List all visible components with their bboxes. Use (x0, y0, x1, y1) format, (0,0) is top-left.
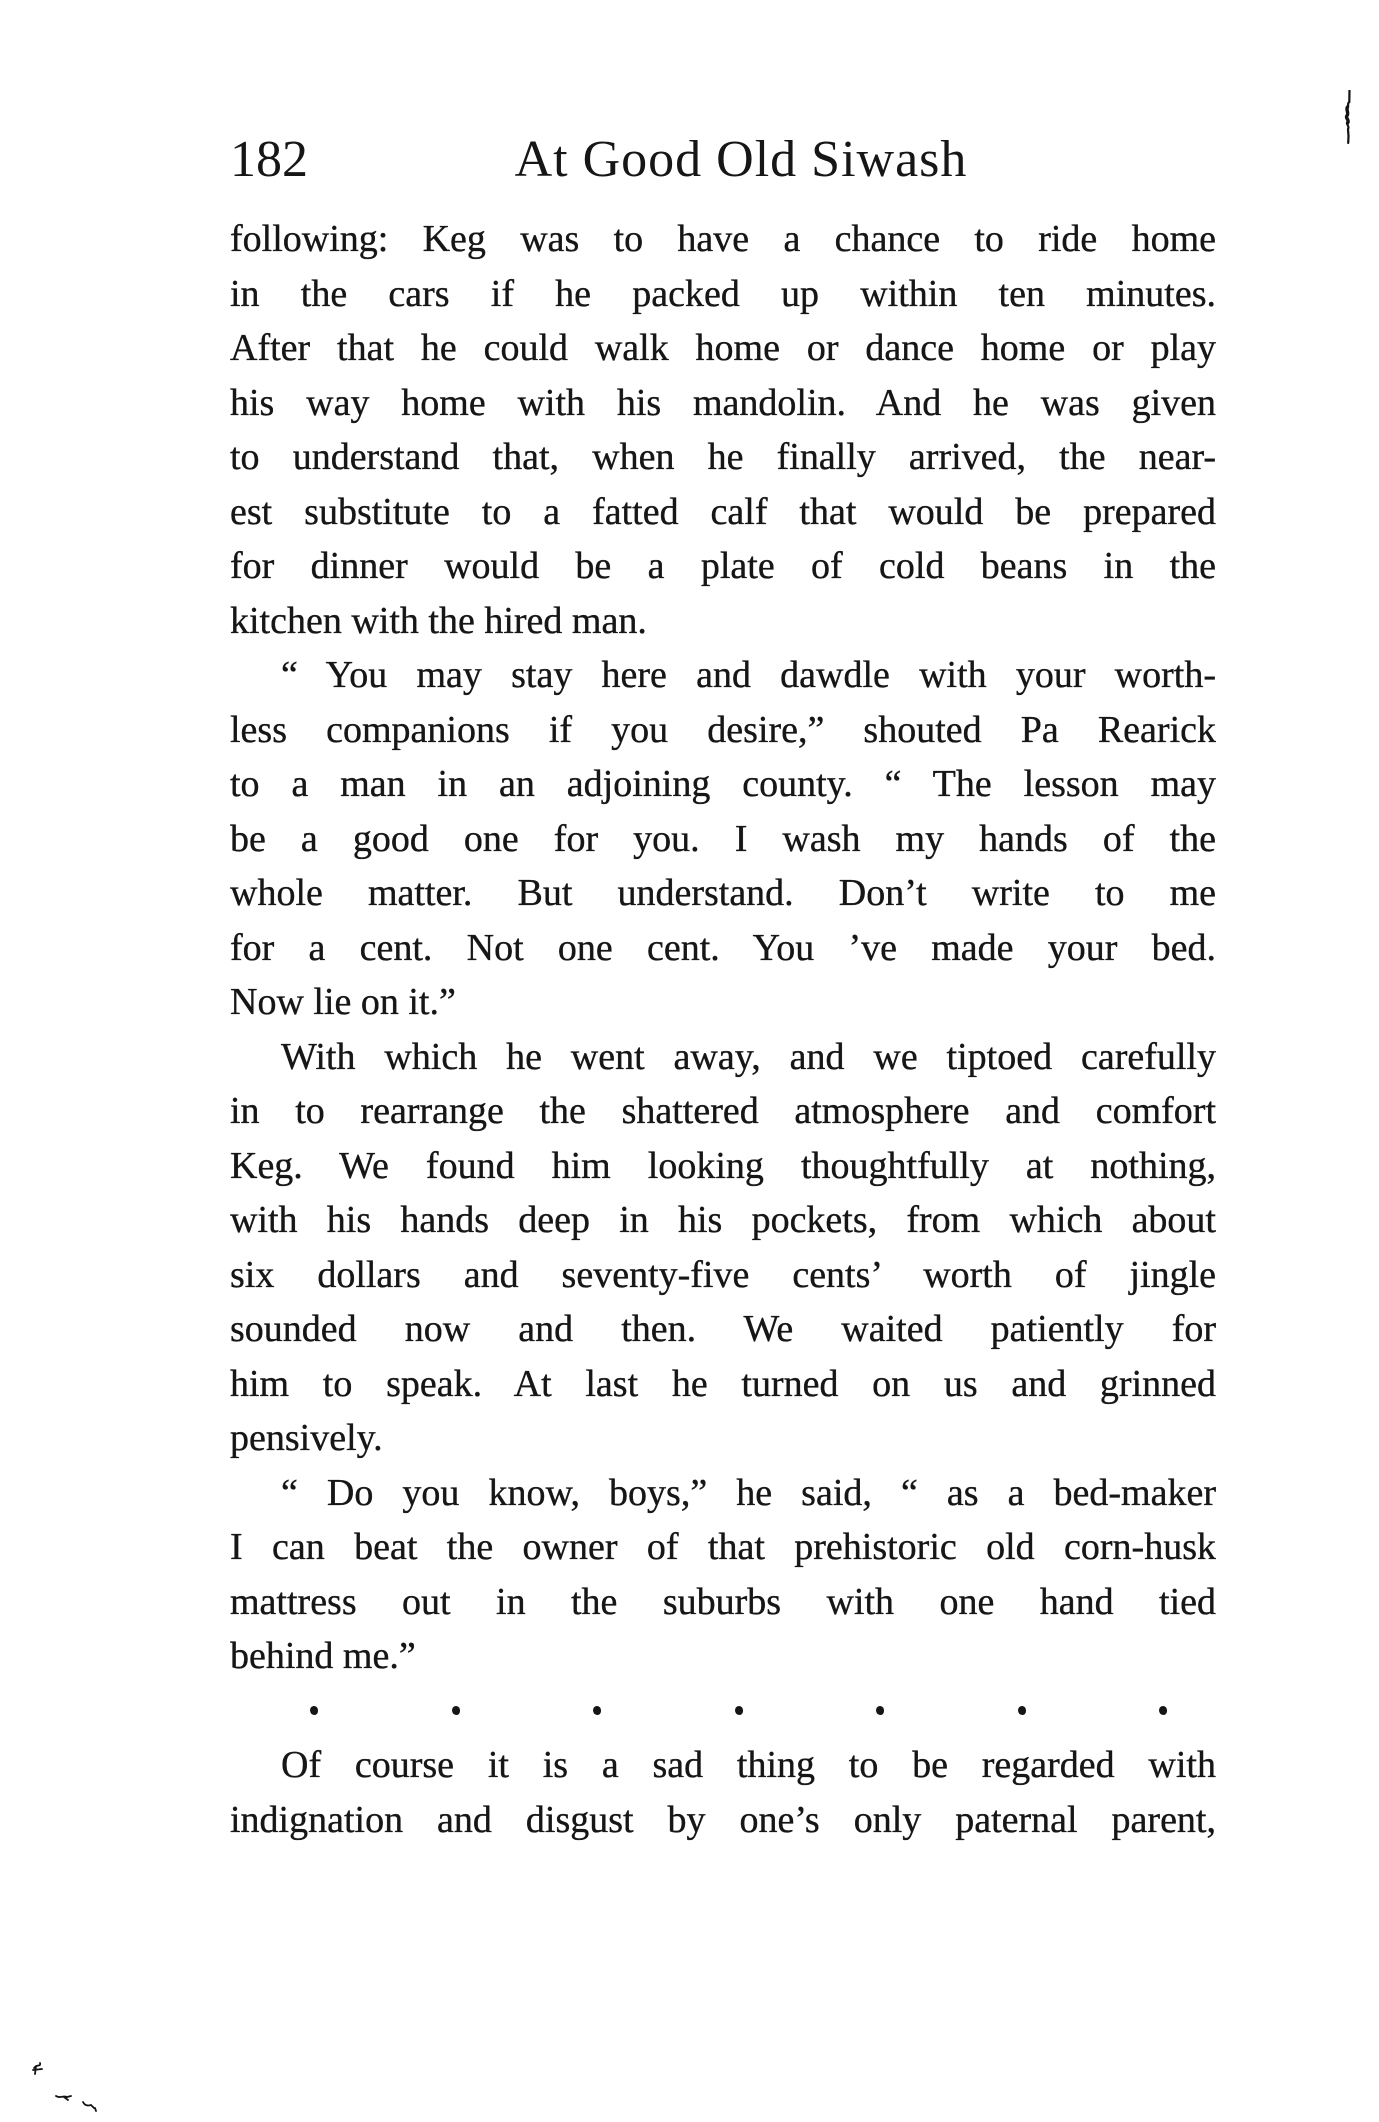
text-line: “ Do you know, boys,” he said, “ as a bed-maker (281, 1471, 1216, 1514)
text-line: mattress out in the suburbs with one hand tied (230, 1580, 1216, 1623)
text-line: in the cars if he packed up within ten minutes. (230, 272, 1216, 315)
text-line: less companions if you desire,” shouted Pa Rearick (230, 708, 1216, 751)
ink-speck-icon (30, 2062, 46, 2082)
break-dot (310, 1706, 318, 1715)
ink-speck-icon (82, 2100, 98, 2112)
text-line: est substitute to a fatted calf that would be prepared (230, 490, 1216, 533)
break-dot (1018, 1706, 1026, 1715)
ink-speck-icon (55, 2092, 73, 2102)
section-break-dots (230, 1684, 1216, 1739)
page-number: 182 (230, 131, 308, 188)
text-line: kitchen with the hired man. (230, 599, 647, 642)
paragraph (230, 648, 1216, 1030)
text-line: be a good one for you. I wash my hands of the (230, 817, 1216, 860)
text-line: Now lie on it.” (230, 981, 456, 1023)
running-title: At Good Old Siwash (514, 131, 968, 188)
text-line: Keg. We found him looking thoughtfully at nothing, (230, 1144, 1216, 1187)
page-header (230, 132, 1216, 190)
text-line: six dollars and seventy-five cents’ worth of jingle (230, 1253, 1216, 1296)
text-line: following: Keg was to have a chance to ride home (230, 218, 1216, 260)
text-line: I can beat the owner of that prehistoric old corn-husk (230, 1526, 1216, 1568)
text-line: him to speak. At last he turned on us and grinned (230, 1362, 1216, 1405)
text-line: with his hands deep in his pockets, from which about (230, 1199, 1216, 1241)
text-line: to a man in an adjoining county. “ The lesson may (230, 763, 1216, 805)
text-line: whole matter. But understand. Don’t write to me (230, 872, 1216, 914)
text-line: pensively. (230, 1417, 383, 1459)
text-line: to understand that, when he finally arrived, the near- (230, 436, 1216, 478)
paragraph (230, 1030, 1216, 1466)
break-dot (593, 1706, 601, 1715)
text-line: After that he could walk home or dance home or play (230, 327, 1216, 369)
ink-squiggle-icon (1340, 90, 1356, 150)
text-line: his way home with his mandolin. And he was given (230, 381, 1216, 424)
text-line: sounded now and then. We waited patiently for (230, 1308, 1216, 1350)
text-line: behind me.” (230, 1635, 416, 1677)
break-dot (1159, 1706, 1167, 1715)
text-body (230, 212, 1216, 1847)
paragraph (230, 1466, 1216, 1684)
text-line: With which he went away, and we tiptoed carefully (281, 1035, 1216, 1078)
text-line: for a cent. Not one cent. You ’ve made your bed. (230, 926, 1216, 969)
break-dot (735, 1706, 743, 1715)
paragraph (230, 1738, 1216, 1847)
text-line: “ You may stay here and dawdle with your worth- (281, 654, 1216, 696)
text-line: in to rearrange the shattered atmosphere and comfort (230, 1090, 1216, 1132)
break-dot (876, 1706, 884, 1715)
text-line: Of course it is a sad thing to be regarded with (281, 1744, 1216, 1786)
text-line: indignation and disgust by one’s only paternal parent, (230, 1798, 1216, 1841)
text-line: for dinner would be a plate of cold beans in the (230, 545, 1216, 587)
break-dot (452, 1706, 460, 1715)
paragraph (230, 212, 1216, 648)
